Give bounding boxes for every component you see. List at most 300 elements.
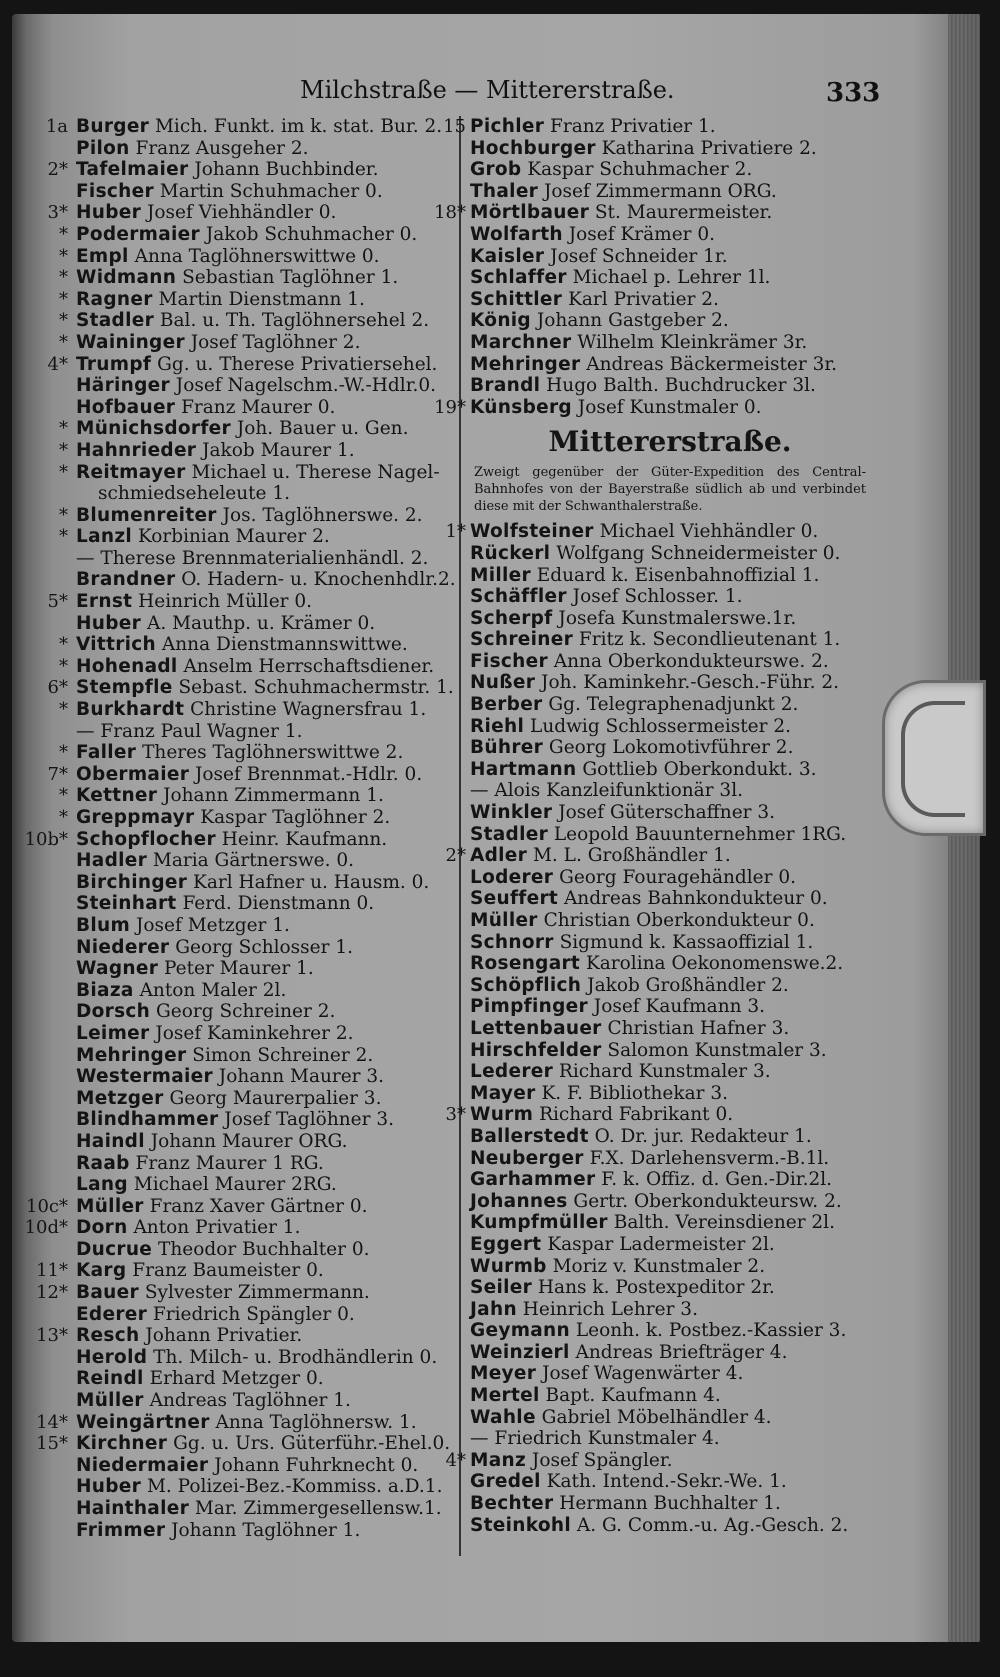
directory-entry [76, 1023, 458, 1045]
resident-surname: Resch [76, 1325, 140, 1347]
resident-details: Peter Maurer 1. [158, 958, 314, 980]
resident-surname: Pilon [76, 137, 130, 159]
left-column [24, 116, 458, 1541]
resident-details: Bal. u. Th. Taglöhnersehel 2. [154, 310, 430, 332]
resident-details: Andreas Briefträger 4. [569, 1341, 788, 1363]
resident-details: Sebast. Schuhmachermstr. 1. [172, 677, 454, 699]
resident-surname: Rückerl [470, 542, 551, 564]
resident-details: Josef Brennmat.-Hdlr. 0. [189, 763, 423, 785]
resident-surname: Ernst [76, 591, 133, 613]
directory-entry [470, 543, 870, 565]
resident-details: Anna Taglöhnersw. 1. [209, 1411, 417, 1433]
resident-surname: Dorn [76, 1217, 128, 1239]
resident-surname: Müller [76, 1390, 144, 1412]
resident-details: Christian Oberkondukteur 0. [537, 910, 815, 931]
resident-surname: König [470, 310, 531, 332]
directory-entry [470, 181, 870, 203]
directory-entry [76, 1520, 458, 1542]
directory-entry [470, 672, 870, 694]
house-number: * [59, 288, 68, 310]
resident-details: Theodor Buchhalter 0. [152, 1238, 370, 1260]
resident-details: Anton Maler 2l. [133, 979, 287, 1001]
directory-entry [470, 1212, 870, 1234]
resident-details: Gertr. Oberkondukteursw. 2. [567, 1190, 842, 1212]
resident-details: Leonh. k. Postbez.-Kassier 3. [570, 1320, 847, 1342]
directory-entry [470, 1493, 870, 1515]
resident-surname: Garhammer [470, 1169, 596, 1191]
resident-surname: Rosengart [470, 953, 581, 975]
resident-details: Gg. u. Therese Privatiersehel. [151, 353, 438, 375]
resident-surname: Riehl [470, 715, 525, 737]
resident-details: schmiedseheleute 1. [98, 483, 291, 505]
resident-surname: Seuffert [470, 888, 559, 910]
resident-details: Gabriel Möbelhändler 4. [535, 1406, 772, 1428]
house-number: * [59, 245, 68, 267]
resident-surname: Jahn [470, 1298, 517, 1320]
resident-surname: Müller [76, 1195, 144, 1217]
house-number: 10c* [26, 1195, 68, 1217]
resident-details: Maria Gärtnerswe. 0. [147, 850, 355, 872]
resident-surname: Stadler [470, 823, 549, 845]
resident-details: Anselm Herrschaftsdiener. [177, 655, 435, 677]
resident-details: Johann Maurer ORG. [144, 1130, 348, 1152]
directory-entry [59, 439, 458, 462]
resident-surname: Schopflocher [76, 828, 216, 850]
house-number: 1a [45, 116, 68, 137]
resident-details: Josef Zimmermann ORG. [538, 180, 777, 202]
directory-entry [47, 763, 458, 786]
resident-surname: Metzger [76, 1087, 164, 1109]
resident-details: Anna Dienstmannswittwe. [156, 634, 408, 656]
house-number: 11* [36, 1260, 68, 1282]
directory-entry [470, 910, 870, 932]
directory-entry [434, 202, 870, 224]
resident-surname: Lederer [470, 1061, 554, 1083]
resident-surname: Fischer [76, 180, 154, 202]
resident-surname: Faller [76, 742, 137, 764]
resident-details: Kaspar Ladermeister 2l. [541, 1233, 775, 1255]
directory-entry [470, 1277, 870, 1299]
resident-details: Josef Taglöhner 3. [218, 1109, 394, 1131]
resident-surname: Schäffler [470, 586, 567, 608]
resident-details: Richard Kunstmaler 3. [553, 1061, 771, 1083]
directory-entry [76, 850, 458, 872]
resident-details: Michael Viehhändler 0. [593, 521, 819, 543]
resident-details: O. Dr. jur. Redakteur 1. [588, 1125, 812, 1147]
resident-surname: Hainthaler [76, 1498, 189, 1519]
directory-entry [470, 246, 870, 268]
resident-surname: Kirchner [76, 1433, 168, 1455]
directory-entry [76, 1109, 458, 1131]
resident-surname: Brandner [76, 569, 176, 591]
resident-details: Jakob Großhändler 2. [581, 974, 789, 996]
house-number: 2* [47, 159, 68, 181]
resident-details: — Friedrich Kunstmaler 4. [470, 1428, 720, 1450]
resident-details: Erhard Metzger 0. [143, 1368, 324, 1390]
directory-entry [47, 591, 458, 613]
right-column [434, 116, 870, 1536]
resident-surname: Berber [470, 694, 543, 716]
directory-entry [470, 716, 870, 738]
directory-entry [470, 354, 870, 376]
resident-surname: Schöpflich [470, 974, 582, 996]
resident-details: Karl Privatier 2. [562, 288, 719, 310]
resident-details: Th. Milch- u. Brodhändlerin 0. [147, 1346, 438, 1368]
resident-details: Josef Nagelschm.-W.-Hdlr.0. [169, 375, 437, 397]
resident-details: O. Hadern- u. Knochenhdlr.2. [175, 569, 456, 591]
resident-surname: Wurm [470, 1104, 534, 1126]
resident-surname: Reitmayer [76, 461, 186, 483]
directory-entry [36, 1282, 458, 1304]
resident-details: Leopold Bauunternehmer 1RG. [548, 823, 847, 845]
resident-details: Wilhelm Kleinkrämer 3r. [571, 331, 808, 353]
resident-surname: Lang [76, 1174, 128, 1196]
directory-entry [76, 1131, 458, 1153]
house-number: * [59, 504, 68, 526]
resident-details: Josef Güterschaffner 3. [552, 802, 776, 824]
resident-details: St. Maurermeister. [589, 202, 773, 224]
resident-surname: Wahle [470, 1406, 536, 1428]
directory-entry [470, 332, 870, 354]
resident-surname: Fischer [470, 650, 548, 672]
directory-entry [470, 1428, 870, 1450]
house-number: 10b* [24, 828, 68, 850]
resident-surname: Kettner [76, 785, 158, 807]
resident-surname: Kumpfmüller [470, 1212, 608, 1234]
resident-surname: Eggert [470, 1233, 542, 1255]
directory-entry [470, 1363, 870, 1385]
house-number: * [59, 742, 68, 764]
directory-entry [76, 1390, 458, 1412]
resident-surname: Obermaier [76, 763, 190, 785]
resident-surname: Künsberg [470, 396, 572, 418]
resident-surname: Greppmayr [76, 807, 195, 828]
resident-details: Gg. u. Urs. Güterführ.-Ehel.0. [167, 1433, 451, 1455]
resident-surname: Weinzierl [470, 1341, 570, 1363]
directory-entry [76, 1304, 458, 1326]
directory-entry [445, 845, 870, 867]
resident-details: Anton Privatier 1. [127, 1217, 301, 1239]
resident-details: Michael p. Lehrer 1l. [566, 267, 771, 289]
directory-entry [59, 223, 458, 246]
resident-surname: Huber [76, 1476, 142, 1498]
house-number: * [59, 439, 68, 461]
house-number: 15* [36, 1433, 68, 1455]
directory-entry [76, 548, 458, 570]
house-number: 3* [445, 1104, 466, 1126]
resident-details: Hans k. Postexpeditor 2r. [532, 1277, 775, 1299]
directory-entry [470, 996, 870, 1018]
resident-surname: Dorsch [76, 1001, 151, 1023]
directory-entry [76, 613, 458, 635]
resident-details: Anna Oberkondukteurswe. 2. [547, 650, 829, 672]
resident-surname: Birchinger [76, 871, 188, 893]
directory-entry [36, 1260, 458, 1282]
directory-entry [445, 521, 870, 543]
resident-surname: Miller [470, 564, 531, 586]
resident-surname: Brandl [470, 375, 541, 397]
directory-entry [445, 1449, 870, 1472]
resident-surname: Weingärtner [76, 1411, 210, 1433]
resident-details: Johann Buchbinder. [188, 159, 379, 181]
directory-entry [59, 634, 458, 656]
resident-surname: Haindl [76, 1130, 145, 1152]
resident-details: Josef Kaufmann 3. [587, 996, 766, 1018]
resident-surname: Thaler [470, 180, 539, 202]
directory-entry [76, 1001, 458, 1023]
resident-details: Andreas Bäckermeister 3r. [580, 353, 838, 375]
resident-details: Johann Maurer 3. [212, 1066, 385, 1088]
resident-details: Johann Zimmermann 1. [157, 785, 384, 807]
resident-surname: Wolfarth [470, 223, 563, 245]
resident-surname: Loderer [470, 866, 554, 888]
resident-details: Heinr. Kaufmann. [215, 828, 388, 850]
house-number: 4* [445, 1449, 466, 1471]
resident-details: Josef Krämer 0. [562, 223, 716, 245]
resident-details: Josef Schneider 1r. [544, 245, 728, 267]
resident-surname: Hohenadl [76, 655, 178, 677]
resident-details: Martin Schuhmacher 0. [153, 180, 383, 202]
resident-details: Josef Wagenwärter 4. [536, 1363, 744, 1385]
house-number: 12* [36, 1282, 68, 1304]
resident-details: Andreas Taglöhner 1. [143, 1390, 351, 1412]
resident-details: Katharina Privatiere 2. [595, 137, 817, 159]
resident-surname: Grob [470, 159, 522, 181]
resident-surname: Bauer [76, 1282, 139, 1304]
directory-entry [470, 586, 870, 608]
directory-entry [76, 893, 458, 915]
resident-details: Jakob Schuhmacher 0. [199, 223, 418, 245]
resident-details: Christian Hafner 3. [601, 1017, 790, 1039]
house-number: * [59, 223, 68, 245]
directory-entry [47, 353, 458, 376]
resident-details: Hermann Buchhalter 1. [553, 1493, 781, 1515]
resident-surname: Waininger [76, 331, 185, 353]
house-number: * [59, 461, 68, 483]
resident-details: Franz Ausgeher 2. [129, 137, 309, 159]
resident-details: Josefa Kunstmalerswe.1r. [552, 607, 797, 629]
resident-surname: Müller [470, 910, 538, 931]
directory-entry [76, 375, 458, 397]
house-number: 18* [434, 202, 466, 224]
resident-surname: Pimpfinger [470, 996, 588, 1018]
directory-entry [470, 1126, 870, 1148]
directory-entry [470, 651, 870, 673]
house-number: 19* [434, 396, 466, 418]
page-title: Milchstraße — Mittererstraße. [300, 76, 675, 104]
resident-surname: Johannes [470, 1190, 568, 1212]
resident-surname: Hochburger [470, 137, 596, 159]
resident-details: Heinrich Müller 0. [132, 591, 313, 613]
resident-surname: Tafelmaier [76, 159, 189, 181]
resident-surname: Nußer [470, 672, 536, 694]
resident-details: A. G. Comm.-u. Ag.-Gesch. 2. [570, 1514, 849, 1536]
resident-surname: Neuberger [470, 1147, 584, 1169]
resident-details: Kath. Intend.-Sekr.-We. 1. [540, 1471, 787, 1493]
directory-entry [76, 958, 458, 980]
page-header [300, 72, 881, 112]
directory-entry [470, 1407, 870, 1429]
right-entries-bottom [445, 521, 870, 1536]
directory-entry [470, 1040, 870, 1062]
directory-entry [76, 1066, 458, 1088]
resident-details: Friedrich Spängler 0. [147, 1303, 355, 1325]
resident-details: Johann Taglöhner 1. [165, 1519, 361, 1541]
directory-entry [76, 1088, 458, 1110]
resident-details: Sebastian Taglöhner 1. [176, 267, 399, 289]
resident-details: Georg Schreiner 2. [150, 1001, 336, 1023]
resident-surname: Bührer [470, 737, 544, 759]
house-number: * [59, 267, 68, 289]
directory-entry [59, 310, 458, 332]
directory-entry [47, 202, 458, 224]
house-number: 13* [36, 1325, 68, 1347]
resident-details: Jakob Maurer 1. [196, 439, 355, 461]
resident-details: Franz Maurer 0. [175, 396, 336, 418]
resident-details: Michael Maurer 2RG. [127, 1174, 337, 1196]
directory-entry [59, 785, 458, 807]
resident-details: Simon Schreiner 2. [186, 1044, 374, 1066]
resident-surname: Münichsdorfer [76, 418, 231, 440]
resident-details: Gg. Telegraphenadjunkt 2. [542, 694, 799, 716]
resident-details: Gottlieb Oberkondukt. 3. [576, 758, 817, 780]
directory-entry [470, 737, 870, 759]
house-number: * [59, 699, 68, 721]
resident-surname: Meyer [470, 1363, 537, 1385]
bookmark-tab [882, 680, 986, 836]
directory-entry [76, 1347, 458, 1369]
directory-entry [470, 138, 870, 160]
resident-surname: Gredel [470, 1471, 541, 1493]
resident-details: Georg Fouragehändler 0. [553, 866, 796, 888]
house-number: 6* [47, 677, 68, 699]
resident-surname: Mehringer [470, 353, 581, 375]
directory-entry [470, 975, 870, 997]
directory-entry [36, 1325, 458, 1347]
resident-surname: Biaza [76, 979, 134, 1001]
resident-surname: Ederer [76, 1303, 148, 1325]
resident-surname: Schreiner [470, 629, 574, 651]
resident-details: Georg Schlosser 1. [169, 936, 353, 958]
directory-entry [470, 224, 870, 246]
house-number: * [59, 634, 68, 656]
directory-entry [470, 1299, 870, 1321]
resident-surname: Burkhardt [76, 699, 185, 721]
resident-surname: Marchner [470, 331, 572, 353]
resident-surname: Ragner [76, 288, 153, 310]
resident-surname: Niederer [76, 936, 170, 958]
resident-details: Josef Taglöhner 2. [184, 331, 361, 353]
resident-surname: Blumenreiter [76, 504, 217, 526]
directory-entry [470, 1515, 870, 1537]
resident-details: Eduard k. Eisenbahnoffizial 1. [530, 564, 820, 586]
directory-entry [47, 159, 458, 181]
resident-surname: Wolfsteiner [470, 521, 594, 543]
resident-details: M. L. Großhändler 1. [527, 845, 731, 867]
directory-entry [470, 1018, 870, 1040]
resident-details: Sylvester Zimmermann. [138, 1282, 370, 1304]
house-number: 4* [47, 353, 68, 375]
house-number: 3* [47, 202, 68, 224]
directory-entry [470, 759, 870, 781]
resident-details: Johann Privatier. [139, 1325, 303, 1347]
directory-entry [470, 694, 870, 716]
house-number: * [59, 331, 68, 353]
resident-surname: Widmann [76, 267, 177, 289]
resident-surname: Kaisler [470, 245, 545, 267]
resident-surname: Westermaier [76, 1066, 213, 1088]
resident-details: Moriz v. Kunstmaler 2. [546, 1255, 766, 1277]
section-title: Mittererstraße. [548, 425, 792, 459]
directory-entry [76, 1239, 458, 1261]
directory-entry [59, 331, 458, 354]
resident-details: Hugo Balth. Buchdrucker 3l. [540, 375, 816, 397]
directory-entry [59, 655, 458, 678]
directory-entry [36, 1411, 458, 1434]
directory-entry [76, 1476, 458, 1498]
resident-surname: Manz [470, 1449, 527, 1471]
directory-entry [470, 629, 870, 651]
resident-details: Johann Fuhrknecht 0. [208, 1454, 419, 1476]
directory-entry [59, 245, 458, 268]
resident-surname: Pichler [470, 116, 545, 137]
resident-details: Bapt. Kaufmann 4. [539, 1385, 721, 1407]
resident-details: Martin Dienstmann 1. [152, 288, 365, 310]
directory-entry [76, 483, 458, 505]
resident-details: Mich. Funkt. im k. stat. Bur. 2. [149, 116, 443, 137]
resident-details: Joh. Kaminkehr.-Gesch.-Führ. 2. [535, 672, 840, 694]
resident-surname: Steinhart [76, 893, 177, 915]
section-description: Zweigt gegenüber der Güter-Expedition des Central-Bahnhofes von der Bayerstraße südlich ab und verbindet diese mit der Schwanthalerstraße. [474, 465, 866, 515]
resident-details: Wolfgang Schneidermeister 0. [550, 542, 841, 564]
directory-entry [470, 780, 870, 802]
house-number: * [59, 785, 68, 807]
directory-entry [470, 159, 870, 181]
directory-entry [47, 677, 458, 699]
directory-entry [470, 953, 870, 975]
directory-entry [76, 980, 458, 1002]
directory-entry [443, 116, 870, 138]
resident-details: Fritz k. Secondlieutenant 1. [573, 629, 841, 651]
directory-entry [470, 1256, 870, 1278]
resident-details: Georg Lokomotivführer 2. [543, 737, 794, 759]
directory-entry [470, 1083, 870, 1105]
directory-entry [26, 1195, 458, 1218]
resident-details: Korbinian Maurer 2. [132, 526, 330, 548]
resident-surname: Steinkohl [470, 1514, 571, 1536]
directory-entry [470, 310, 870, 332]
directory-entry [24, 1217, 458, 1239]
right-entries-top [434, 116, 870, 418]
resident-details: Michael u. Therese Nagel- [185, 461, 440, 483]
directory-entry [470, 267, 870, 289]
directory-entry [76, 1498, 458, 1520]
resident-surname: Hofbauer [76, 396, 176, 418]
resident-details: Franz Baumeister 0. [126, 1260, 324, 1282]
resident-details: Karolina Oekonomenswe.2. [580, 953, 844, 975]
resident-surname: Stempfle [76, 677, 173, 699]
resident-surname: Podermaier [76, 223, 200, 245]
resident-details: Josef Viehhändler 0. [141, 202, 337, 224]
resident-details: Theres Taglöhnerswittwe 2. [136, 742, 404, 764]
resident-surname: Karg [76, 1260, 127, 1282]
resident-details: Georg Maurerpalier 3. [163, 1087, 382, 1109]
directory-entry [470, 1471, 870, 1493]
directory-entry [445, 1104, 870, 1126]
directory-entry [76, 872, 458, 894]
house-number: 10d* [24, 1217, 68, 1239]
house-number: 5* [47, 591, 68, 613]
